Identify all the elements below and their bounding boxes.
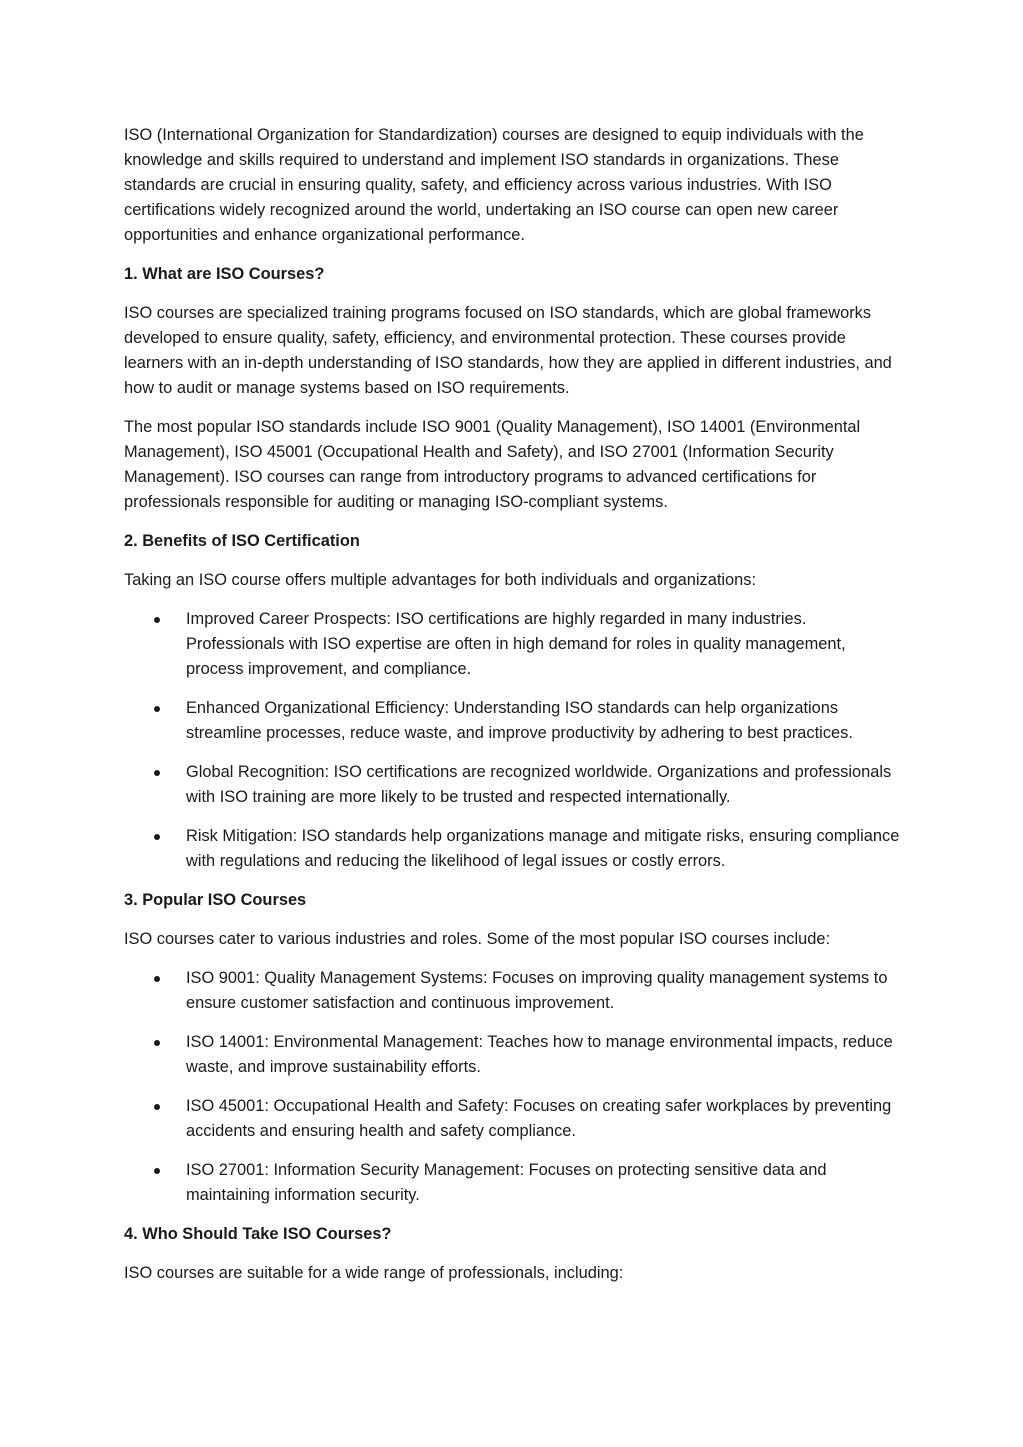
- bullet-icon: [154, 770, 160, 776]
- bullet-icon: [154, 834, 160, 840]
- list-item-text: ISO 14001: Environmental Management: Teaches how to manage environmental impacts, reduce waste, and improve sustainability efforts.: [186, 1033, 893, 1076]
- section-1-paragraph: ISO courses are specialized training programs focused on ISO standards, which are global frameworks developed to ensure quality, safety, efficiency, and environmental protection. These courses provide learners with an in-depth understanding of ISO standards, how they are applied in different industries, and how to audit or manage systems based on ISO requirements.: [124, 304, 892, 397]
- popular-courses-list: [124, 966, 904, 1208]
- list-item-text: ISO 27001: Information Security Management: Focuses on protecting sensitive data and maintaining information security.: [186, 1161, 827, 1204]
- section-heading-who-should-take: 4. Who Should Take ISO Courses?: [124, 1225, 392, 1243]
- list-item: [124, 824, 904, 874]
- list-item: [124, 1158, 904, 1208]
- benefits-list: [124, 607, 904, 874]
- document-body: [124, 123, 904, 1300]
- list-item: [124, 760, 904, 810]
- section-heading-what-are-iso-courses: 1. What are ISO Courses?: [124, 265, 325, 283]
- list-item-text: Enhanced Organizational Efficiency: Understanding ISO standards can help organizations streamline processes, reduce waste, and improve productivity by adhering to best practices.: [186, 699, 853, 742]
- bullet-icon: [154, 976, 160, 982]
- list-item-text: ISO 9001: Quality Management Systems: Focuses on improving quality management systems to ensure customer satisfaction and continuous improvement.: [186, 969, 888, 1012]
- list-item: [124, 607, 904, 682]
- intro-paragraph: ISO (International Organization for Standardization) courses are designed to equip individuals with the knowledge and skills required to understand and implement ISO standards in organizations. These standards are crucial in ensuring quality, safety, and efficiency across various industries. With ISO certifications widely recognized around the world, undertaking an ISO course can open new career opportunities and enhance organizational performance.: [124, 126, 864, 244]
- list-item: [124, 1030, 904, 1080]
- section-2-intro: Taking an ISO course offers multiple advantages for both individuals and organizations:: [124, 571, 757, 589]
- section-heading-benefits: 2. Benefits of ISO Certification: [124, 532, 360, 550]
- bullet-icon: [154, 706, 160, 712]
- list-item-text: Improved Career Prospects: ISO certifications are highly regarded in many industries. Professionals with ISO expertise are often in high demand for roles in quality management, process improvement, and compliance.: [186, 610, 846, 678]
- list-item-text: Risk Mitigation: ISO standards help organizations manage and mitigate risks, ensuring compliance with regulations and reducing the likelihood of legal issues or costly errors.: [186, 827, 900, 870]
- list-item: [124, 1094, 904, 1144]
- section-heading-popular-iso-courses: 3. Popular ISO Courses: [124, 891, 307, 909]
- list-item: [124, 966, 904, 1016]
- bullet-icon: [154, 1168, 160, 1174]
- bullet-icon: [154, 1040, 160, 1046]
- list-item-text: Global Recognition: ISO certifications are recognized worldwide. Organizations and professionals with ISO training are more likely to be trusted and respected internationally.: [186, 763, 892, 806]
- bullet-icon: [154, 617, 160, 623]
- section-3-intro: ISO courses cater to various industries and roles. Some of the most popular ISO courses include:: [124, 930, 831, 948]
- section-4-intro: ISO courses are suitable for a wide range of professionals, including:: [124, 1264, 624, 1282]
- section-1-paragraph: The most popular ISO standards include ISO 9001 (Quality Management), ISO 14001 (Environmental Management), ISO 45001 (Occupational Health and Safety), and ISO 27001 (Information Security Management). ISO courses can range from introductory programs to advanced certifications for professionals responsible for auditing or managing ISO-compliant systems.: [124, 418, 861, 511]
- list-item: [124, 696, 904, 746]
- list-item-text: ISO 45001: Occupational Health and Safety: Focuses on creating safer workplaces by preventing accidents and ensuring health and safety compliance.: [186, 1097, 892, 1140]
- bullet-icon: [154, 1104, 160, 1110]
